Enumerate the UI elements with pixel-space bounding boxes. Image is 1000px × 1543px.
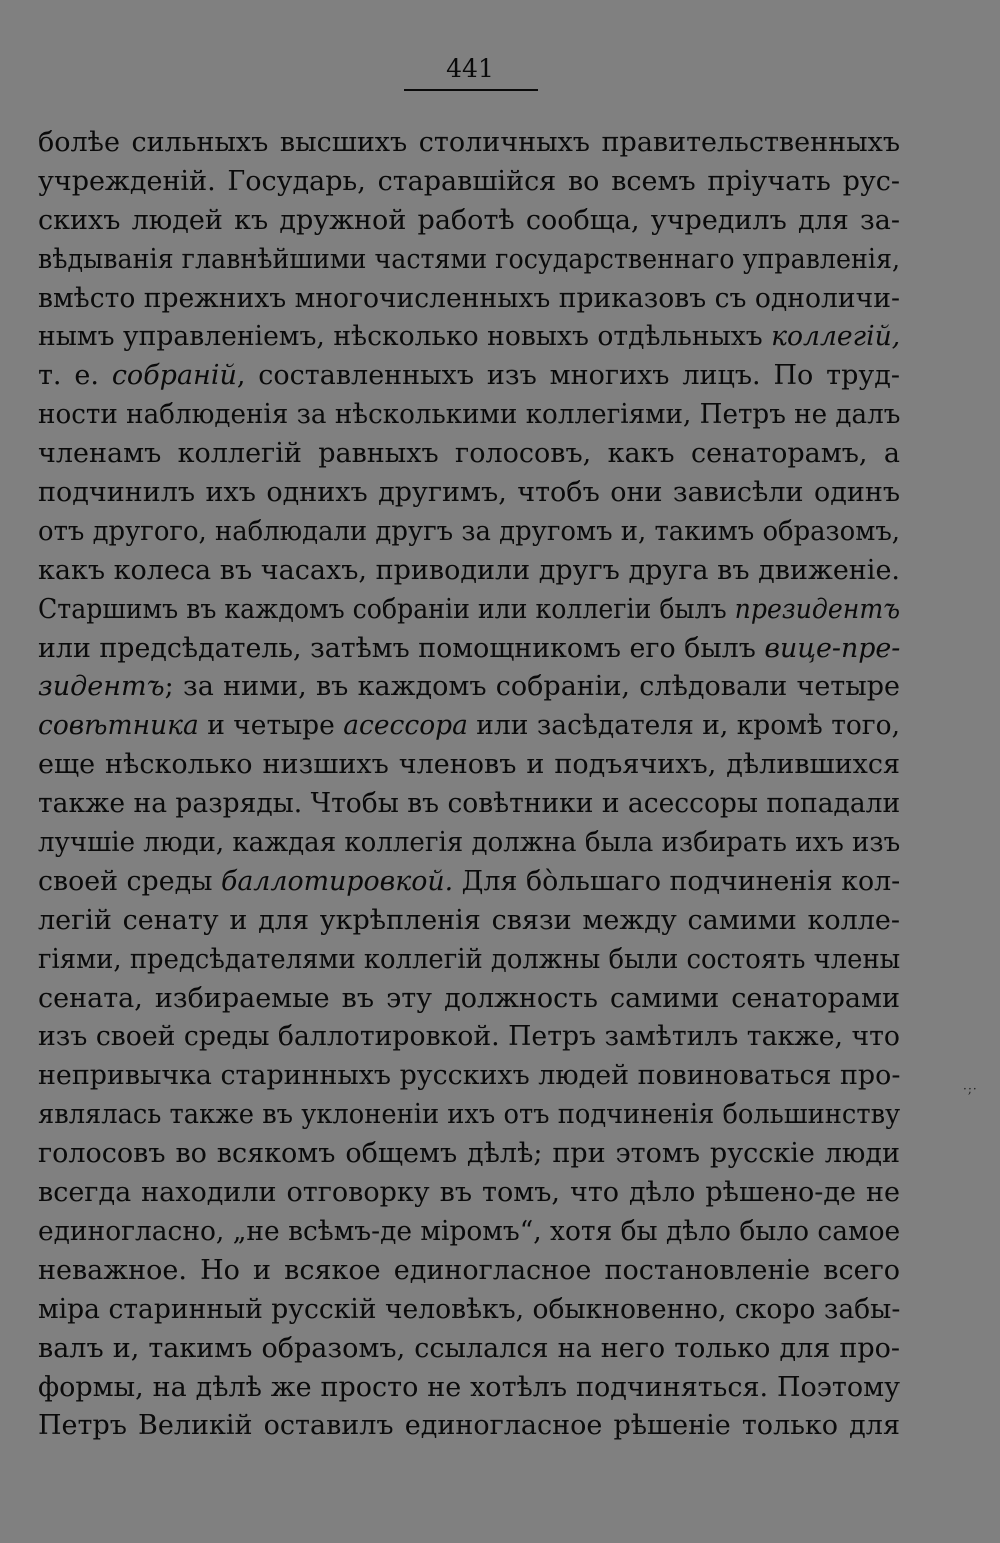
text-run: учрежденій. Государь, старавшійся во всемъ пріучать рус- xyxy=(38,165,900,197)
text-line xyxy=(38,1135,900,1174)
text-run: формы, на дѣлѣ же просто не хотѣлъ подчиняться. Поэтому xyxy=(38,1371,900,1403)
text-run: или предсѣдатель, затѣмъ помощникомъ его былъ xyxy=(38,632,765,664)
page-number-rule xyxy=(404,89,538,91)
text-line xyxy=(38,668,900,707)
italic-term: собраній xyxy=(111,360,237,392)
text-run: членамъ коллегій равныхъ голосовъ, какъ сенаторамъ, а xyxy=(38,438,900,470)
text-line xyxy=(38,474,900,513)
text-run: ; за ними, въ каждомъ собраніи, слѣдовали четыре xyxy=(164,671,900,703)
text-run: непривычка старинныхъ русскихъ людей повиноваться про- xyxy=(38,1060,901,1092)
text-line xyxy=(38,1213,900,1252)
text-run: вѣдыванія главнѣйшими частями государственнаго управленія, xyxy=(38,243,901,275)
text-line xyxy=(38,863,900,902)
text-run: міра старинный русскій человѣкъ, обыкновенно, скоро забы- xyxy=(38,1293,901,1325)
text-line xyxy=(38,1291,900,1330)
italic-term: вице-пре- xyxy=(764,632,901,664)
margin-marks: ·;· xyxy=(963,1082,978,1096)
italic-term: коллегій, xyxy=(771,321,901,353)
italic-term: зидентъ xyxy=(38,671,165,703)
text-run: своей среды xyxy=(38,865,221,897)
text-line xyxy=(38,941,900,980)
italic-term: асессора xyxy=(343,710,468,742)
text-line xyxy=(38,435,900,474)
text-run: легій сенату и для укрѣпленія связи между самими колле- xyxy=(38,904,900,936)
text-line xyxy=(38,202,900,241)
text-run: , составленныхъ изъ многихъ лицъ. По труд- xyxy=(236,360,900,392)
text-run: какъ колеса въ часахъ, приводили другъ друга въ движеніе. xyxy=(38,554,900,586)
text-line xyxy=(38,746,900,785)
text-line xyxy=(38,124,900,163)
text-run: сената, избираемые въ эту должность самими сенаторами xyxy=(38,982,900,1014)
text-line xyxy=(38,318,900,357)
text-line xyxy=(38,1369,900,1408)
text-line xyxy=(38,280,900,319)
text-line xyxy=(38,1057,900,1096)
text-line xyxy=(38,513,900,552)
italic-term: президентъ xyxy=(734,593,900,625)
text-run: и четыре xyxy=(198,710,344,742)
text-line xyxy=(38,824,900,863)
text-run: т. е. xyxy=(38,360,112,392)
body-text xyxy=(38,124,900,1446)
text-line xyxy=(38,357,900,396)
text-line xyxy=(38,1330,900,1369)
italic-term: совѣтника xyxy=(38,710,199,742)
text-line xyxy=(38,163,900,202)
text-run: являлась также въ уклоненіи ихъ отъ подчиненія большинству xyxy=(38,1099,901,1131)
text-run: ности наблюденія за нѣсколькими коллегіями, Петръ не далъ xyxy=(38,399,901,431)
page-number: 441 xyxy=(446,54,494,83)
text-line xyxy=(38,396,900,435)
text-run: также на разряды. Чтобы въ совѣтники и асессоры попадали xyxy=(38,788,901,820)
italic-term: баллотировкой. xyxy=(220,865,454,897)
text-line xyxy=(38,552,900,591)
text-run: Старшимъ въ каждомъ собраніи или коллегіи былъ xyxy=(38,593,735,625)
text-line xyxy=(38,1096,900,1135)
text-run: скихъ людей къ дружной работѣ сообща, учредилъ для за- xyxy=(38,204,900,236)
text-run: гіями, предсѣдателями коллегій должны были состоять члены xyxy=(38,943,901,975)
text-run: отъ другого, наблюдали другъ за другомъ и, такимъ образомъ, xyxy=(38,515,901,547)
text-line xyxy=(38,1174,900,1213)
text-line xyxy=(38,241,900,280)
text-run: валъ и, такимъ образомъ, ссылался на него только для про- xyxy=(38,1332,900,1364)
text-line xyxy=(38,707,900,746)
text-run: изъ своей среды баллотировкой. Петръ замѣтилъ также, что xyxy=(38,1021,900,1053)
text-run: болѣе сильныхъ высшихъ столичныхъ правительственныхъ xyxy=(38,127,900,158)
text-line xyxy=(38,630,900,669)
text-run: или засѣдателя и, кромѣ того, xyxy=(467,710,901,742)
text-line xyxy=(38,980,900,1019)
text-line xyxy=(38,1018,900,1057)
text-run: вмѣсто прежнихъ многочисленныхъ приказовъ съ одноличи- xyxy=(38,282,900,314)
text-run: подчинилъ ихъ однихъ другимъ, чтобъ они зависѣли одинъ xyxy=(38,477,900,509)
text-run: всегда находили отговорку въ томъ, что дѣло рѣшено-де не xyxy=(38,1177,900,1209)
text-run: неважное. Но и всякое единогласное постановленіе всего xyxy=(38,1254,900,1286)
text-run: Петръ Великій оставилъ единогласное рѣшеніе только для xyxy=(38,1410,900,1442)
text-run: нымъ управленіемъ, нѣсколько новыхъ отдѣльныхъ xyxy=(38,321,772,353)
text-line xyxy=(38,785,900,824)
text-line xyxy=(38,902,900,941)
text-line xyxy=(38,591,900,630)
text-line xyxy=(38,1407,900,1446)
text-run: лучшіе люди, каждая коллегія должна была избирать ихъ изъ xyxy=(38,827,901,859)
text-run: голосовъ во всякомъ общемъ дѣлѣ; при этомъ русскіе люди xyxy=(38,1138,900,1170)
text-line xyxy=(38,1252,900,1291)
text-run: еще нѣсколько низшихъ членовъ и подъячихъ, дѣлившихся xyxy=(38,749,900,781)
text-run: Для бо̀льшаго подчиненія кол- xyxy=(453,865,901,897)
text-run: единогласно, „не всѣмъ-де міромъ“, хотя бы дѣло было самое xyxy=(38,1215,901,1247)
